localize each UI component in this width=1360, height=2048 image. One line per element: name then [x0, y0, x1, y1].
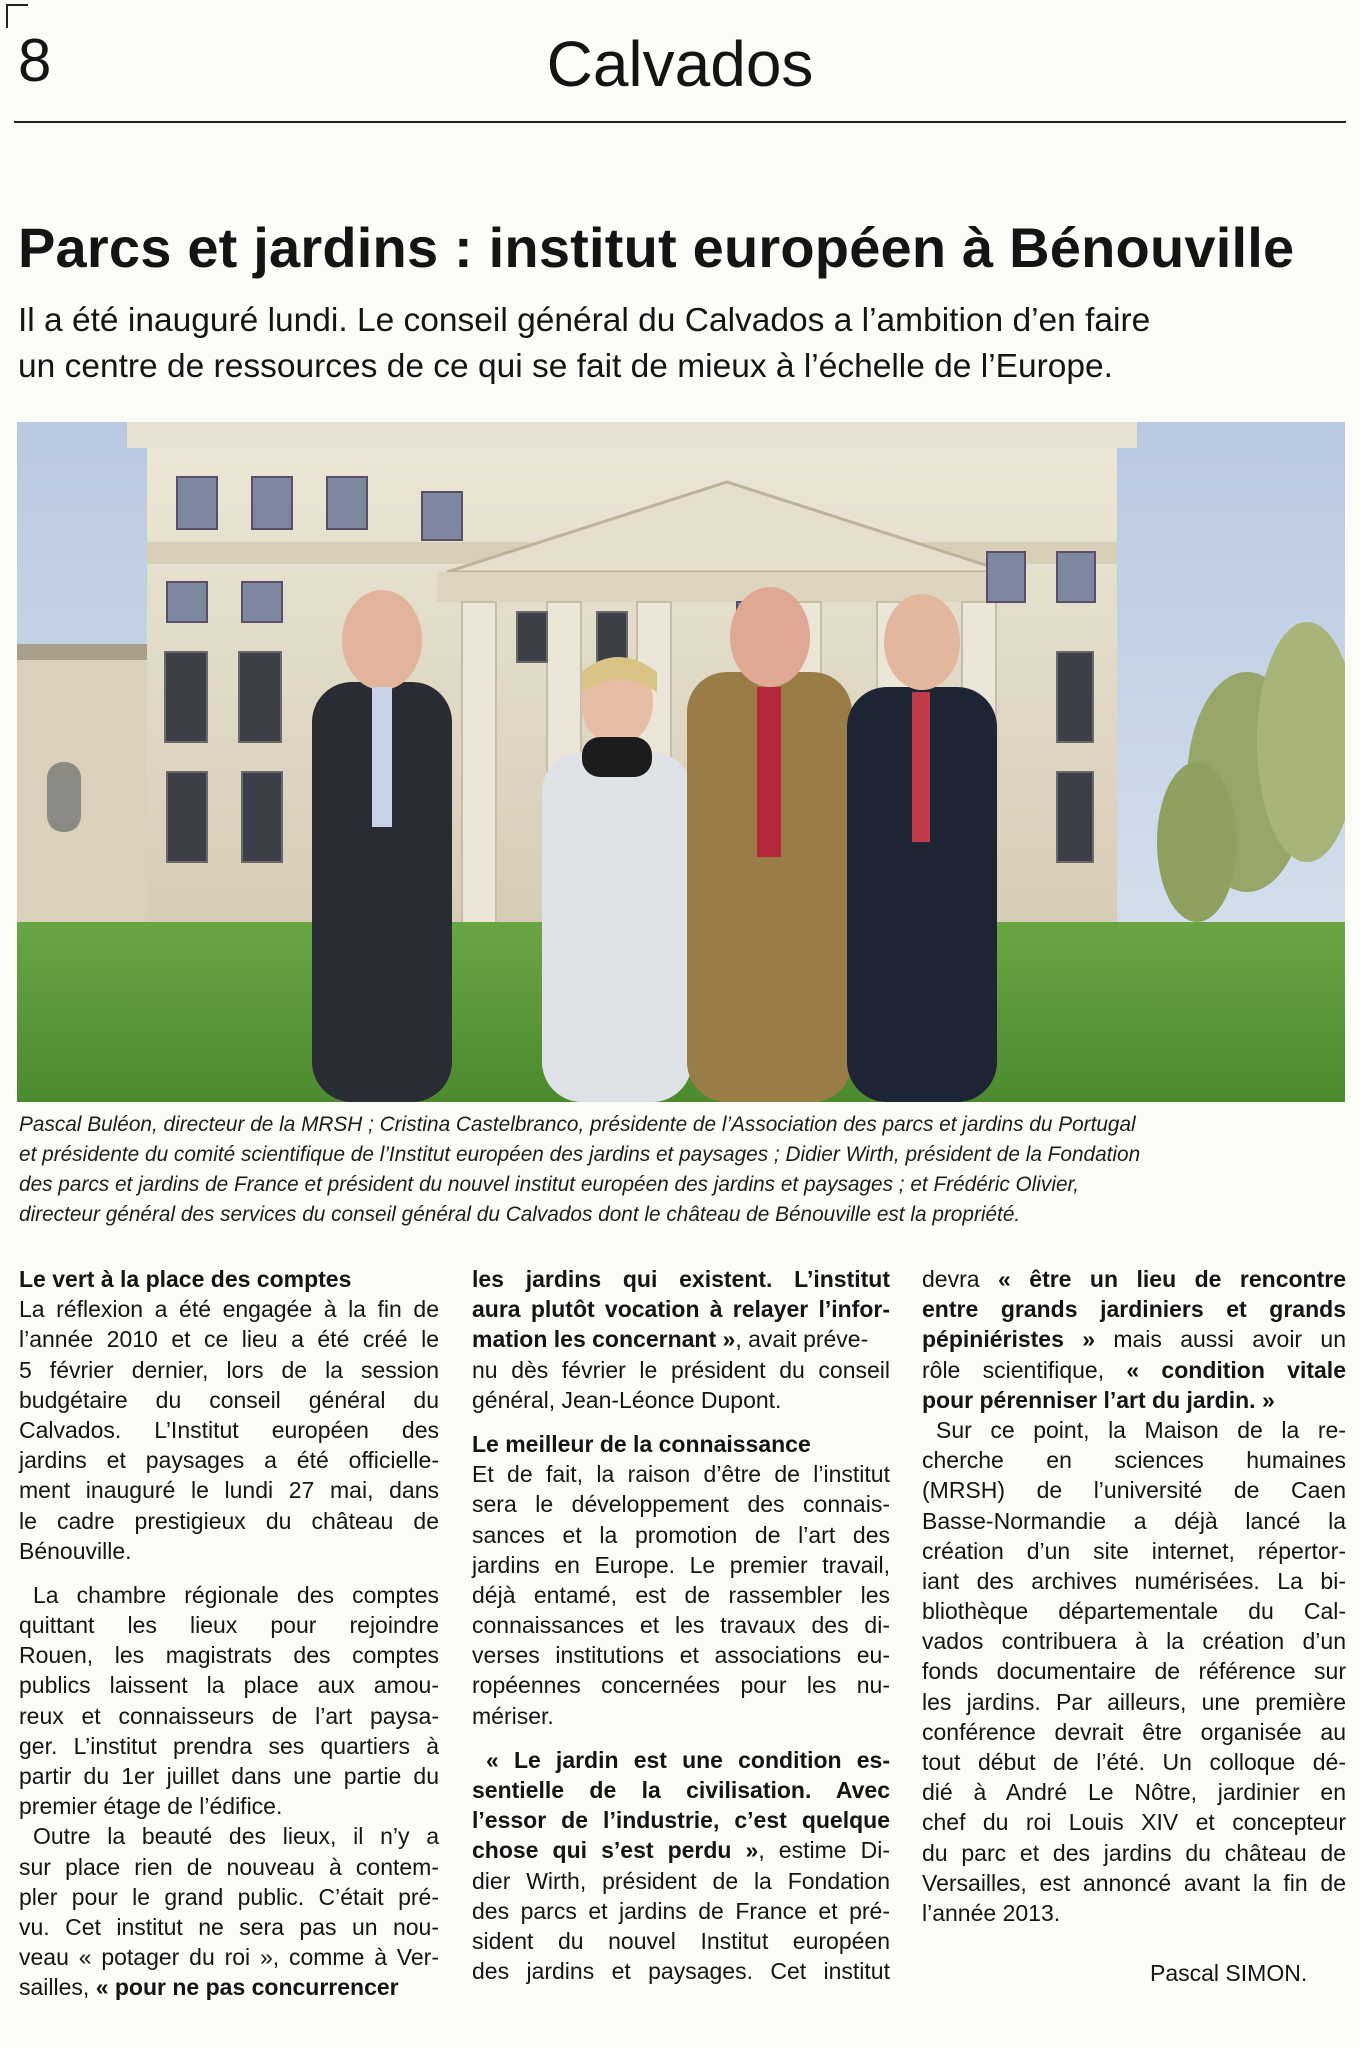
- text-line: jardins et paysages a été officielle-: [19, 1447, 439, 1474]
- quote-fragment: chose qui s’est perdu »: [472, 1837, 759, 1864]
- text-line: pler pour le grand public. C’était pré-: [19, 1883, 439, 1910]
- photo-caption: et présidente du comité scientifique de l’Institut européen des jardins et paysages ; Didier Wirth, président de la Fondation: [19, 1143, 1141, 1166]
- text-line: déjà entamé, est de rassembler les: [472, 1581, 890, 1608]
- text-line: Calvados. L’Institut européen des: [19, 1416, 439, 1443]
- quote-fragment: mation les concernant »: [472, 1326, 736, 1353]
- article-photo: [17, 422, 1345, 1102]
- text-line: [922, 1324, 1346, 1354]
- text-line: l’année 2013.: [922, 1899, 1061, 1926]
- quote-line: pour pérenniser l’art du jardin. »: [922, 1386, 1275, 1413]
- article-column-3: [922, 1264, 1346, 1928]
- text-fragment: mais aussi avoir un: [1095, 1326, 1347, 1353]
- text-fragment: sailles,: [19, 1974, 96, 2001]
- text-line: Versailles, est annoncé avant la fin de: [922, 1869, 1346, 1896]
- text-line: ropéennes concernées pour les nu-: [472, 1672, 890, 1699]
- text-line: le cadre prestigieux du château de: [19, 1507, 439, 1534]
- text-line: verses institutions et associations eu-: [472, 1642, 890, 1669]
- text-line: vu. Cet institut ne sera pas un nou-: [19, 1913, 439, 1940]
- quote-line: les jardins qui existent. L’institut: [472, 1266, 890, 1292]
- text-line: 5 février dernier, lors de la session: [19, 1356, 439, 1383]
- text-line: les jardins. Par ailleurs, une première: [922, 1688, 1346, 1715]
- text-line: général, Jean-Léonce Dupont.: [472, 1386, 782, 1413]
- text-line: budgétaire du conseil général du: [19, 1386, 439, 1413]
- text-line: veau « potager du roi », comme à Ver-: [19, 1944, 439, 1971]
- quote-line: entre grands jardiniers et grands: [922, 1296, 1346, 1323]
- text-line: ger. L’institut prendra ses quartiers à: [19, 1732, 439, 1759]
- text-line: [472, 1835, 890, 1865]
- text-line: publics laissent la place aux amou-: [19, 1672, 439, 1699]
- section-title: Calvados: [546, 28, 814, 100]
- standfirst-line: un centre de ressources de ce qui se fait de mieux à l’échelle de l’Europe.: [18, 348, 1113, 385]
- text-line: Rouen, les magistrats des comptes: [19, 1642, 439, 1669]
- text-line: reux et connaisseurs de l’art paysa-: [19, 1702, 439, 1729]
- quote-line: sentielle de la civilisation. Avec: [472, 1777, 890, 1803]
- text-line: [922, 1355, 1346, 1385]
- text-line: création d’un site internet, répertor-: [922, 1537, 1346, 1564]
- standfirst-line: Il a été inauguré lundi. Le conseil général du Calvados a l’ambition d’en faire: [18, 302, 1151, 339]
- text-line: mériser.: [472, 1702, 554, 1729]
- text-line: bliothèque départementale du Cal-: [922, 1598, 1346, 1625]
- quote-line: aura plutôt vocation à relayer l’infor-: [472, 1296, 890, 1323]
- text-line: quittant les lieux pour rejoindre: [19, 1612, 439, 1639]
- text-line: (MRSH) de l’université de Caen: [922, 1477, 1346, 1504]
- text-line: dier Wirth, président de la Fondation: [472, 1867, 890, 1894]
- text-line: [922, 1264, 1346, 1294]
- quote-fragment: « condition vitale: [1126, 1356, 1346, 1383]
- text-line: [472, 1324, 890, 1354]
- text-line: l’année 2010 et ce lieu a été créé le: [19, 1326, 439, 1353]
- quote-fragment: pépiniéristes »: [922, 1326, 1096, 1353]
- text-line: Bénouville.: [19, 1537, 132, 1564]
- text-line: Et de fait, la raison d’être de l’institut: [472, 1461, 890, 1488]
- page-number: 8: [18, 27, 52, 94]
- text-line: premier étage de l’édifice.: [19, 1793, 283, 1820]
- text-fragment: rôle scientifique,: [922, 1356, 1127, 1383]
- text-line: cherche en sciences humaines: [922, 1447, 1346, 1474]
- text-fragment: devra: [922, 1266, 999, 1292]
- quote-line: « Le jardin est une condition es-: [486, 1746, 890, 1773]
- text-line: connaissances et les travaux des di-: [472, 1612, 890, 1639]
- text-line: Outre la beauté des lieux, il n’y a: [33, 1823, 439, 1850]
- text-line: des parcs et jardins de France et pré-: [472, 1897, 890, 1924]
- text-line: iant des archives numérisées. La bi-: [922, 1567, 1346, 1594]
- text-line: du parc et des jardins du château de: [922, 1839, 1346, 1866]
- text-line: [19, 1972, 439, 2002]
- text-line: nu dès février le président du conseil: [472, 1356, 890, 1383]
- header-rule: [14, 121, 1346, 123]
- text-line: partir du 1er juillet dans une partie du: [19, 1763, 439, 1789]
- crop-mark: [6, 4, 28, 28]
- subheading: Le meilleur de la connaissance: [472, 1430, 811, 1457]
- photo-caption: directeur général des services du conseil général du Calvados dont le château de Bénouville est la propriété.: [19, 1203, 1021, 1226]
- text-line: La réflexion a été engagée à la fin de: [19, 1296, 439, 1323]
- byline: Pascal SIMON.: [1150, 1960, 1308, 1986]
- text-fragment: , avait préve-: [735, 1326, 869, 1353]
- text-line: conférence devrait être organisée au: [922, 1718, 1346, 1745]
- text-line: tout début de l’été. Un colloque dé-: [922, 1749, 1346, 1775]
- photo-caption: des parcs et jardins de France et président du nouvel institut européen des jardins et paysages ; et Frédéric Olivier,: [19, 1173, 1080, 1196]
- text-line: Sur ce point, la Maison de la re-: [936, 1416, 1346, 1443]
- text-fragment: , estime Di-: [758, 1837, 890, 1864]
- text-line: vados contribuera à la création d’un: [922, 1628, 1346, 1655]
- text-line: La chambre régionale des comptes: [33, 1581, 439, 1608]
- text-line: sera le développement des connais-: [472, 1491, 890, 1518]
- text-line: des jardins et paysages. Cet institut: [472, 1958, 890, 1985]
- text-line: ment inauguré le lundi 27 mai, dans: [19, 1477, 439, 1504]
- text-line: sur place rien de nouveau à contem-: [19, 1853, 439, 1880]
- text-line: chef du roi Louis XIV et concepteur: [922, 1809, 1346, 1836]
- text-line: jardins en Europe. Le premier travail,: [472, 1551, 890, 1578]
- quote-line: l’essor de l’industrie, c’est quelque: [472, 1807, 890, 1834]
- quote-fragment: « être un lieu de rencontre: [998, 1266, 1346, 1292]
- subheading: Le vert à la place des comptes: [19, 1266, 352, 1292]
- text-line: sident du nouvel Institut européen: [472, 1927, 890, 1954]
- quote-fragment: « pour ne pas concurrencer: [95, 1974, 399, 2001]
- article-column-2: [472, 1264, 890, 1986]
- article-column-1: [19, 1264, 439, 2003]
- text-line: fonds documentaire de référence sur: [922, 1658, 1346, 1685]
- text-line: Basse-Normandie a déjà lancé la: [922, 1507, 1346, 1534]
- text-line: sances et la promotion de l’art des: [472, 1521, 890, 1548]
- text-line: dié à André Le Nôtre, jardinier en: [922, 1779, 1346, 1806]
- article-headline: Parcs et jardins : institut européen à Bénouville: [18, 216, 1295, 279]
- photo-caption: Pascal Buléon, directeur de la MRSH ; Cristina Castelbranco, présidente de l’Association des parcs et jardins du Portugal: [19, 1113, 1136, 1136]
